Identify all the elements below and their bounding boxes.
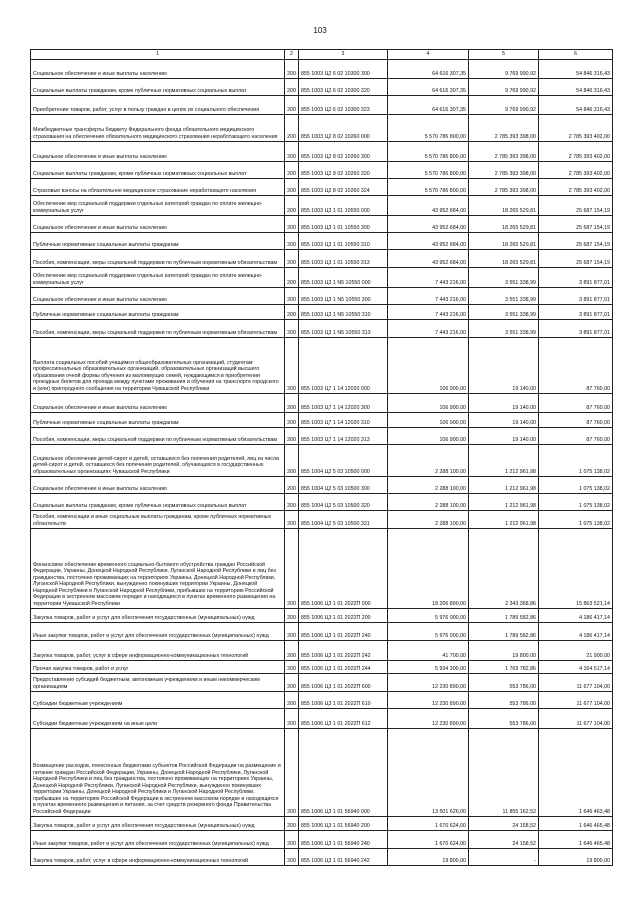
cell-remaining-amount: 1 075 138,02 xyxy=(539,477,613,494)
cell-remaining-amount: 4 164 517,14 xyxy=(539,661,613,674)
cell-approved-amount: 2 288 100,00 xyxy=(388,511,469,529)
header-cell-remaining: 6 xyxy=(539,50,613,60)
cell-name: Социальные выплаты гражданам, кроме публичных нормативных социальных выплат xyxy=(31,494,285,511)
cell-approved-amount: 5 934 300,00 xyxy=(388,661,469,674)
cell-budget-code: 855 1003 Ц3 1 N5 10550 000 xyxy=(299,268,388,288)
cell-grbs: 200 xyxy=(285,709,299,729)
cell-name: Социальное обеспечение и иные выплаты населению xyxy=(31,216,285,233)
table-row xyxy=(31,428,613,445)
cell-budget-code: 855 1003 Ц2 6 02 10300 300 xyxy=(299,60,388,79)
cell-budget-code: 855 1006 Ц3 1 01 56940 000 xyxy=(299,729,388,817)
cell-approved-amount: 5 976 000,00 xyxy=(388,609,469,623)
cell-executed-amount: 9 769 990,92 xyxy=(469,96,539,115)
cell-budget-code: 855 1003 Ц3 1 01 10550 000 xyxy=(299,196,388,216)
cell-name: Выплата социальных пособий учащимся общеобразовательных организаций, студентам профессиональных образовательных организаций, образовательных организаций высшего образования очной формы обучения из малоимущих семей, нуждающимся в приобретении проездных билетов для проезда между пунктами проживания и обучения на транспорте городского и (или) пригородного сообщения на территории Чувашской Республики xyxy=(31,338,285,394)
cell-remaining-amount: 87 760,00 xyxy=(539,428,613,445)
cell-budget-code: 855 1006 Ц3 1 01 56940 240 xyxy=(299,831,388,849)
cell-executed-amount: 3 551 338,99 xyxy=(469,320,539,338)
cell-budget-code: 855 1006 Ц3 1 01 56940 242 xyxy=(299,849,388,866)
table-row xyxy=(31,96,613,115)
cell-budget-code: 855 1006 Ц3 1 01 2022П 610 xyxy=(299,692,388,709)
cell-executed-amount: 2 785 393 398,00 xyxy=(469,115,539,142)
cell-remaining-amount: 25 687 154,19 xyxy=(539,250,613,268)
table-row xyxy=(31,831,613,849)
cell-executed-amount: 19 140,00 xyxy=(469,428,539,445)
table-row xyxy=(31,817,613,831)
cell-approved-amount: 106 900,00 xyxy=(388,428,469,445)
cell-remaining-amount: 21 900,00 xyxy=(539,641,613,661)
cell-remaining-amount: 11 677 104,00 xyxy=(539,674,613,692)
cell-budget-code: 855 1006 Ц3 1 01 56940 200 xyxy=(299,817,388,831)
cell-name: Публичные нормативные социальные выплаты гражданам xyxy=(31,413,285,428)
cell-grbs: 200 xyxy=(285,216,299,233)
cell-remaining-amount: 25 687 154,19 xyxy=(539,216,613,233)
cell-grbs: 200 xyxy=(285,79,299,96)
cell-executed-amount: 2 785 393 398,00 xyxy=(469,162,539,179)
cell-remaining-amount: 4 186 417,14 xyxy=(539,609,613,623)
cell-name: Предоставление субсидий бюджетным, автономным учреждениям и иным некоммерческим организациям xyxy=(31,674,285,692)
header-cell-name: 1 xyxy=(31,50,285,60)
cell-budget-code: 855 1006 Ц3 1 01 2022П 240 xyxy=(299,623,388,641)
cell-budget-code: 855 1003 Ц2 8 02 10260 320 xyxy=(299,162,388,179)
table-row xyxy=(31,494,613,511)
cell-executed-amount: 1 789 582,86 xyxy=(469,623,539,641)
cell-budget-code: 855 1003 Ц2 8 02 10260 324 xyxy=(299,179,388,196)
table-row xyxy=(31,709,613,729)
cell-grbs: 200 xyxy=(285,494,299,511)
cell-remaining-amount: 11 677 104,00 xyxy=(539,692,613,709)
cell-name: Пособия, компенсации, меры социальной поддержки по публичным нормативным обязательствам xyxy=(31,320,285,338)
cell-name: Социальное обеспечение и иные выплаты населению xyxy=(31,288,285,305)
cell-executed-amount: 3 551 338,99 xyxy=(469,288,539,305)
table-row xyxy=(31,661,613,674)
cell-grbs: 200 xyxy=(285,338,299,394)
table-row xyxy=(31,196,613,216)
cell-executed-amount: 18 265 529,81 xyxy=(469,196,539,216)
cell-approved-amount: 1 670 624,00 xyxy=(388,831,469,849)
cell-remaining-amount: 3 891 877,01 xyxy=(539,288,613,305)
cell-executed-amount: 19 800,00 xyxy=(469,641,539,661)
cell-approved-amount: 12 230 890,00 xyxy=(388,674,469,692)
cell-name: Субсидии бюджетным учреждениям xyxy=(31,692,285,709)
cell-approved-amount: 19 800,00 xyxy=(388,849,469,866)
table-row xyxy=(31,162,613,179)
cell-remaining-amount: 3 891 877,01 xyxy=(539,320,613,338)
cell-approved-amount: 2 288 100,00 xyxy=(388,477,469,494)
cell-remaining-amount: 54 846 316,43 xyxy=(539,96,613,115)
cell-grbs: 200 xyxy=(285,477,299,494)
cell-executed-amount: 553 786,00 xyxy=(469,674,539,692)
cell-grbs: 200 xyxy=(285,115,299,142)
cell-grbs: 200 xyxy=(285,233,299,250)
cell-grbs: 200 xyxy=(285,623,299,641)
cell-remaining-amount: 25 687 154,19 xyxy=(539,233,613,250)
cell-remaining-amount: 87 760,00 xyxy=(539,338,613,394)
cell-name: Социальное обеспечение и иные выплаты населению xyxy=(31,477,285,494)
cell-approved-amount: 18 206 890,00 xyxy=(388,529,469,609)
cell-approved-amount: 106 900,00 xyxy=(388,413,469,428)
cell-grbs: 200 xyxy=(285,674,299,692)
header-cell-code: 3 xyxy=(299,50,388,60)
cell-executed-amount: 553 786,00 xyxy=(469,709,539,729)
cell-grbs: 200 xyxy=(285,661,299,674)
table-row xyxy=(31,445,613,477)
cell-approved-amount: 106 900,00 xyxy=(388,394,469,413)
cell-executed-amount: 1 769 782,86 xyxy=(469,661,539,674)
cell-executed-amount: 2 785 393 398,00 xyxy=(469,142,539,162)
cell-name: Возмещение расходов, понесенных бюджетами субъектов Российской Федерации на размещение и питание граждан Российской Федерации, Украины, Донецкой Народной Республики, Луганской Народной Республики и лиц без гражданства, постоянно проживающих на территориях Украины, Донецкой Народной Республики, Луганской Народной Республики, вынужденно покинувших территории Украины, Донецкой Народной Республики и Луганской Народной Республики, прибывших на территорию Российской Федерации в экстренном массовом порядке и находящихся в пунктах временного размещения и питания, за счет средств резервного фонда Правительства Российской Федерации xyxy=(31,729,285,817)
header-cell-approved: 4 xyxy=(388,50,469,60)
cell-remaining-amount: 3 891 877,01 xyxy=(539,305,613,320)
cell-approved-amount: 43 952 684,00 xyxy=(388,250,469,268)
table-row xyxy=(31,413,613,428)
cell-executed-amount: 24 158,52 xyxy=(469,831,539,849)
cell-remaining-amount: 25 687 154,19 xyxy=(539,196,613,216)
cell-name: Социальные выплаты гражданам, кроме публичных нормативных социальных выплат xyxy=(31,79,285,96)
cell-executed-amount: 24 158,52 xyxy=(469,817,539,831)
cell-approved-amount: 106 900,00 xyxy=(388,338,469,394)
cell-name: Социальное обеспечение и иные выплаты населению xyxy=(31,394,285,413)
cell-name: Пособия, компенсации, меры социальной поддержки по публичным нормативным обязательствам xyxy=(31,250,285,268)
cell-remaining-amount: 1 075 138,02 xyxy=(539,494,613,511)
cell-grbs: 200 xyxy=(285,96,299,115)
cell-executed-amount: 9 769 990,92 xyxy=(469,79,539,96)
cell-name: Субсидии бюджетным учреждениям на иные цели xyxy=(31,709,285,729)
cell-approved-amount: 5 570 786 800,00 xyxy=(388,142,469,162)
cell-name: Социальные выплаты гражданам, кроме публичных нормативных социальных выплат xyxy=(31,162,285,179)
cell-remaining-amount: 54 846 316,43 xyxy=(539,79,613,96)
budget-table xyxy=(30,49,613,866)
cell-budget-code: 855 1003 Ц7 1 14 12020 000 xyxy=(299,338,388,394)
cell-remaining-amount: 1 075 138,02 xyxy=(539,511,613,529)
table-row xyxy=(31,216,613,233)
cell-executed-amount: 19 140,00 xyxy=(469,394,539,413)
cell-grbs: 200 xyxy=(285,729,299,817)
cell-name: Иные закупки товаров, работ и услуг для обеспечения государственных (муниципальных) нужд xyxy=(31,623,285,641)
cell-grbs: 200 xyxy=(285,196,299,216)
cell-remaining-amount: 87 760,00 xyxy=(539,394,613,413)
cell-grbs: 200 xyxy=(285,394,299,413)
cell-executed-amount: 18 265 529,81 xyxy=(469,233,539,250)
cell-grbs: 200 xyxy=(285,305,299,320)
cell-name: Обеспечение мер социальной поддержки отдельных категорий граждан по оплате жилищно-коммунальных услуг xyxy=(31,268,285,288)
cell-budget-code: 855 1004 Ц2 5 03 10500 320 xyxy=(299,494,388,511)
table-row xyxy=(31,79,613,96)
cell-approved-amount: 7 443 216,00 xyxy=(388,305,469,320)
table-row xyxy=(31,623,613,641)
cell-executed-amount: 3 551 338,99 xyxy=(469,268,539,288)
cell-budget-code: 855 1003 Ц7 1 14 12020 310 xyxy=(299,413,388,428)
cell-approved-amount: 5 570 786 800,00 xyxy=(388,179,469,196)
cell-remaining-amount: 54 846 316,43 xyxy=(539,60,613,79)
cell-budget-code: 855 1004 Ц2 5 03 10500 300 xyxy=(299,477,388,494)
cell-name: Пособия, компенсации и иные социальные выплаты гражданам, кроме публичных нормативных обязательств xyxy=(31,511,285,529)
cell-budget-code: 855 1003 Ц3 1 N5 10550 313 xyxy=(299,320,388,338)
table-row xyxy=(31,338,613,394)
cell-budget-code: 855 1006 Ц3 1 01 2022П 000 xyxy=(299,529,388,609)
cell-remaining-amount: 2 785 393 402,00 xyxy=(539,115,613,142)
cell-executed-amount: 19 140,00 xyxy=(469,338,539,394)
page-number: 103 xyxy=(313,26,327,35)
cell-executed-amount: 18 265 529,81 xyxy=(469,216,539,233)
table-row xyxy=(31,233,613,250)
cell-grbs: 200 xyxy=(285,831,299,849)
cell-budget-code: 855 1003 Ц3 1 N5 10550 300 xyxy=(299,288,388,305)
cell-budget-code: 855 1003 Ц3 1 01 10550 310 xyxy=(299,233,388,250)
cell-remaining-amount: 11 677 104,00 xyxy=(539,709,613,729)
cell-name: Публичные нормативные социальные выплаты гражданам xyxy=(31,305,285,320)
cell-grbs: 200 xyxy=(285,817,299,831)
cell-budget-code: 855 1003 Ц7 1 14 12020 313 xyxy=(299,428,388,445)
cell-approved-amount: 64 616 307,35 xyxy=(388,60,469,79)
cell-approved-amount: 7 443 216,00 xyxy=(388,288,469,305)
cell-remaining-amount: 1 075 138,02 xyxy=(539,445,613,477)
cell-approved-amount: 12 230 890,00 xyxy=(388,709,469,729)
cell-approved-amount: 2 288 100,00 xyxy=(388,445,469,477)
cell-name: Закупка товаров, работ и услуг для обеспечения государственных (муниципальных) нужд xyxy=(31,817,285,831)
cell-approved-amount: 5 570 786 800,00 xyxy=(388,162,469,179)
cell-grbs: 200 xyxy=(285,179,299,196)
cell-approved-amount: 64 616 307,35 xyxy=(388,96,469,115)
cell-budget-code: 855 1006 Ц3 1 01 2022П 600 xyxy=(299,674,388,692)
table-row xyxy=(31,250,613,268)
cell-name: Публичные нормативные социальные выплаты гражданам xyxy=(31,233,285,250)
cell-executed-amount: 9 769 990,92 xyxy=(469,60,539,79)
cell-name: Прочая закупка товаров, работ и услуг xyxy=(31,661,285,674)
table-row xyxy=(31,394,613,413)
cell-approved-amount: 2 288 100,00 xyxy=(388,494,469,511)
table-row xyxy=(31,674,613,692)
cell-executed-amount: 19 140,00 xyxy=(469,413,539,428)
cell-approved-amount: 43 952 684,00 xyxy=(388,216,469,233)
cell-grbs: 200 xyxy=(285,413,299,428)
cell-name: Иные закупки товаров, работ и услуг для обеспечения государственных (муниципальных) нужд xyxy=(31,831,285,849)
cell-grbs: 200 xyxy=(285,849,299,866)
cell-name: Пособия, компенсации, меры социальной поддержки по публичным нормативным обязательствам xyxy=(31,428,285,445)
cell-budget-code: 855 1003 Ц2 6 02 10300 323 xyxy=(299,96,388,115)
table-row xyxy=(31,115,613,142)
cell-executed-amount: 553 786,00 xyxy=(469,692,539,709)
table-row xyxy=(31,142,613,162)
cell-budget-code: 855 1004 Ц2 5 03 10500 000 xyxy=(299,445,388,477)
cell-name: Закупка товаров, работ, услуг в сфере информационно-коммуникационных технологий xyxy=(31,849,285,866)
cell-budget-code: 855 1003 Ц2 8 02 10260 300 xyxy=(299,142,388,162)
cell-remaining-amount: 2 785 393 402,00 xyxy=(539,162,613,179)
cell-approved-amount: 1 670 624,00 xyxy=(388,817,469,831)
cell-remaining-amount: 1 646 465,48 xyxy=(539,817,613,831)
cell-name: Социальное обеспечение детей-сирот и детей, оставшихся без попечения родителей, лиц из числа детей-сирот и детей, оставшихся без попечения родителей, обучающихся в государственных образовательных организациях Чувашской Республики xyxy=(31,445,285,477)
cell-remaining-amount: 87 760,00 xyxy=(539,413,613,428)
cell-executed-amount: 3 551 338,99 xyxy=(469,305,539,320)
cell-approved-amount: 12 230 890,00 xyxy=(388,692,469,709)
cell-grbs: 200 xyxy=(285,428,299,445)
cell-executed-amount: 1 212 961,98 xyxy=(469,494,539,511)
cell-grbs: 200 xyxy=(285,162,299,179)
cell-approved-amount: 5 570 786 800,00 xyxy=(388,115,469,142)
header-cell-grbs: 2 xyxy=(285,50,299,60)
cell-executed-amount: 1 212 961,98 xyxy=(469,511,539,529)
table-row xyxy=(31,477,613,494)
cell-grbs: 200 xyxy=(285,529,299,609)
cell-executed-amount: 2 785 393 398,00 xyxy=(469,179,539,196)
table-row xyxy=(31,609,613,623)
cell-name: Социальное обеспечение и иные выплаты населению xyxy=(31,60,285,79)
cell-grbs: 200 xyxy=(285,511,299,529)
cell-approved-amount: 43 952 684,00 xyxy=(388,233,469,250)
table-row xyxy=(31,641,613,661)
cell-executed-amount: 1 789 582,86 xyxy=(469,609,539,623)
cell-approved-amount: 13 501 626,00 xyxy=(388,729,469,817)
cell-grbs: 200 xyxy=(285,320,299,338)
cell-name: Социальное обеспечение и иные выплаты населению xyxy=(31,142,285,162)
cell-name: Межбюджетные трансферты бюджету Федерального фонда обязательного медицинского страхования на обеспечение обязательного медицинского страхования неработающего населения xyxy=(31,115,285,142)
cell-grbs: 200 xyxy=(285,60,299,79)
table-row xyxy=(31,179,613,196)
table-row xyxy=(31,320,613,338)
cell-budget-code: 855 1003 Ц3 1 N5 10550 310 xyxy=(299,305,388,320)
table-row xyxy=(31,60,613,79)
cell-budget-code: 855 1004 Ц2 5 03 10500 321 xyxy=(299,511,388,529)
table-row xyxy=(31,511,613,529)
cell-approved-amount: 41 700,00 xyxy=(388,641,469,661)
cell-budget-code: 855 1006 Ц3 1 01 2022П 242 xyxy=(299,641,388,661)
table-row xyxy=(31,288,613,305)
cell-executed-amount: 1 212 961,98 xyxy=(469,477,539,494)
cell-remaining-amount: 1 646 463,48 xyxy=(539,729,613,817)
cell-name: Приобретение товаров, работ, услуг в пользу граждан в целях их социального обеспечения xyxy=(31,96,285,115)
cell-remaining-amount: 4 186 417,14 xyxy=(539,623,613,641)
cell-remaining-amount: 19 800,00 xyxy=(539,849,613,866)
table-row xyxy=(31,305,613,320)
cell-budget-code: 855 1003 Ц2 6 02 10300 320 xyxy=(299,79,388,96)
cell-executed-amount: - xyxy=(469,849,539,866)
cell-approved-amount: 5 976 000,00 xyxy=(388,623,469,641)
cell-remaining-amount: 15 863 521,14 xyxy=(539,529,613,609)
cell-remaining-amount: 2 785 393 402,00 xyxy=(539,179,613,196)
table-row xyxy=(31,692,613,709)
cell-remaining-amount: 2 785 393 402,00 xyxy=(539,142,613,162)
cell-executed-amount: 1 212 961,98 xyxy=(469,445,539,477)
cell-grbs: 200 xyxy=(285,250,299,268)
cell-approved-amount: 7 443 216,00 xyxy=(388,268,469,288)
cell-executed-amount: 2 343 368,86 xyxy=(469,529,539,609)
cell-executed-amount: 11 855 162,52 xyxy=(469,729,539,817)
header-row xyxy=(31,50,613,60)
cell-approved-amount: 43 952 684,00 xyxy=(388,196,469,216)
cell-remaining-amount: 1 646 465,48 xyxy=(539,831,613,849)
cell-grbs: 200 xyxy=(285,445,299,477)
table-row xyxy=(31,268,613,288)
table-row xyxy=(31,849,613,866)
cell-budget-code: 855 1003 Ц3 1 01 10550 313 xyxy=(299,250,388,268)
table-row xyxy=(31,729,613,817)
cell-name: Страховые взносы на обязательное медицинское страхование неработающего населения xyxy=(31,179,285,196)
table-row xyxy=(31,529,613,609)
cell-grbs: 200 xyxy=(285,609,299,623)
cell-approved-amount: 64 616 307,35 xyxy=(388,79,469,96)
cell-budget-code: 855 1006 Ц3 1 01 2022П 200 xyxy=(299,609,388,623)
cell-budget-code: 855 1003 Ц3 1 01 10550 300 xyxy=(299,216,388,233)
cell-budget-code: 855 1003 Ц2 8 02 10260 000 xyxy=(299,115,388,142)
cell-grbs: 200 xyxy=(285,268,299,288)
cell-budget-code: 855 1006 Ц3 1 01 2022П 612 xyxy=(299,709,388,729)
cell-budget-code: 855 1006 Ц3 1 01 2022П 244 xyxy=(299,661,388,674)
cell-name: Закупка товаров, работ, услуг в сфере информационно-коммуникационных технологий xyxy=(31,641,285,661)
cell-remaining-amount: 3 891 877,01 xyxy=(539,268,613,288)
cell-name: Обеспечение мер социальной поддержки отдельных категорий граждан по оплате жилищно-коммунальных услуг xyxy=(31,196,285,216)
cell-name: Закупка товаров, работ и услуг для обеспечения государственных (муниципальных) нужд xyxy=(31,609,285,623)
cell-grbs: 200 xyxy=(285,641,299,661)
cell-budget-code: 855 1003 Ц7 1 14 12020 300 xyxy=(299,394,388,413)
cell-executed-amount: 18 265 529,81 xyxy=(469,250,539,268)
header-cell-executed: 5 xyxy=(469,50,539,60)
cell-name: Финансовое обеспечение временного социально-бытового обустройства граждан Российской Федерации, Украины, Донецкой Народной Республики, Луганской Народной Республики и лиц без гражданства, постоянно проживающих на территориях Украины, Донецкой Народной Республики, Луганской Народной Республики, вынужденно покинувших территории Украины, Донецкой Народной Республики и Луганской Народной Республики, прибывших на территорию Российской Федерации в экстренном массовом порядке и находящихся в пунктах временного размещения на территории Чувашской Республики xyxy=(31,529,285,609)
cell-grbs: 200 xyxy=(285,288,299,305)
cell-grbs: 200 xyxy=(285,692,299,709)
cell-grbs: 200 xyxy=(285,142,299,162)
cell-approved-amount: 7 443 216,00 xyxy=(388,320,469,338)
